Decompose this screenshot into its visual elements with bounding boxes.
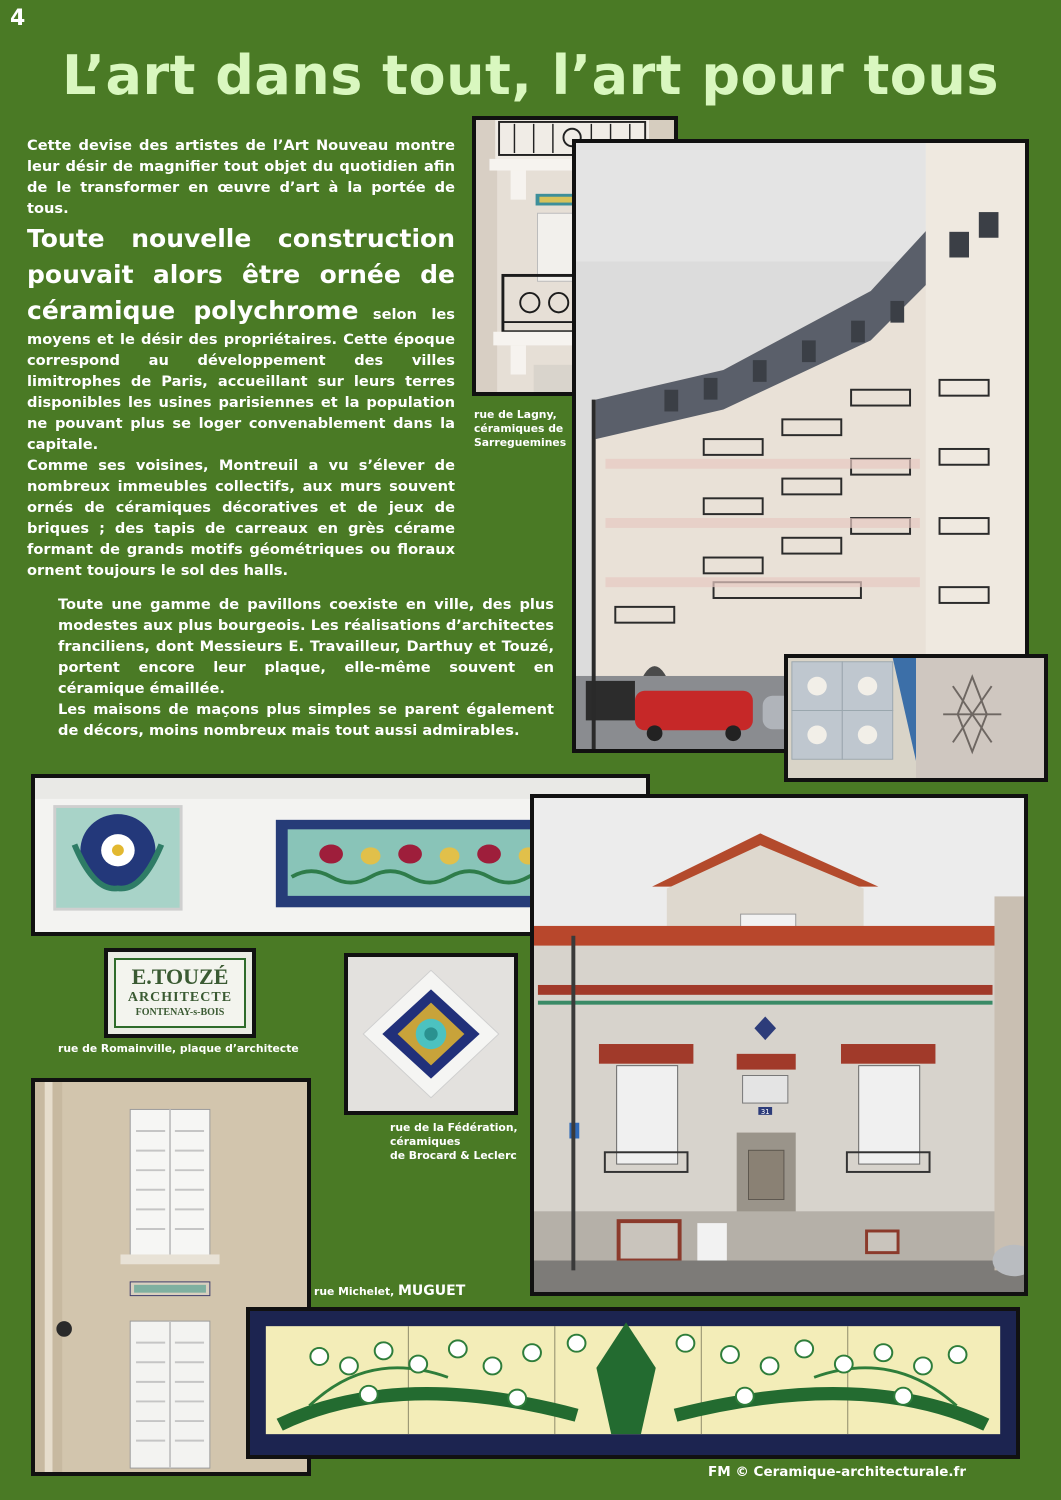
intro-paragraph-1: Cette devise des artistes de l’Art Nouveau montre leur désir de magnifier tout objet du quotidien afin de le transformer en œuvre d’art à la portée de tous.	[27, 137, 455, 217]
diamond-ceramic-photo	[344, 953, 518, 1115]
caption-lagny-line-2: céramiques de	[474, 422, 564, 435]
plaque-town: FONTENAY-s-BOIS	[135, 1007, 225, 1018]
caption-lagny	[474, 408, 566, 450]
house-number: 31	[760, 1107, 770, 1116]
plaque-profession: ARCHITECTE	[127, 990, 233, 1005]
body-paragraph-1: Toute une gamme de pavillons coexiste en ville, des plus modestes aux plus bourgeois. Les réalisations d’architectes franciliens, dont Messieurs E. Travailleur, Darthuy et Touzé, portent encore leur plaque, elle-même souvent en céramique émaillée.	[58, 596, 554, 697]
plaque-name: E.TOUZÉ	[131, 964, 229, 989]
body-text	[58, 594, 554, 741]
intro-paragraph-3: Comme ses voisines, Montreuil a vu s’élever de nombreux immeubles collectifs, aux murs souvent ornés de céramiques décoratives et de jeux de briques ; des tapis de carreaux en grès cérame formant de grands motifs géométriques ou floraux ornent toujours le sol des halls.	[27, 457, 455, 579]
intro-text	[27, 135, 455, 581]
intro-paragraph-2	[27, 221, 455, 455]
body-paragraph-2: Les maisons de maçons plus simples se parent également de décors, moins nombreux mais tout aussi admirables.	[58, 701, 554, 739]
page-title: L’art dans tout, l’art pour tous	[62, 44, 999, 107]
page-number: 4	[10, 6, 26, 31]
caption-michelet	[314, 1284, 465, 1299]
caption-federation-line-3: de Brocard & Leclerc	[390, 1149, 517, 1162]
intro-paragraph-2-rest: selon les moyens et le désir des propriétaires. Cette époque correspond au développement des villes limitrophes de Paris, accueillant sur leurs terres disponibles les usines parisiennes et la population ne pouvant plus se loger convenablement dans la capitale.	[27, 306, 455, 453]
caption-michelet-prefix: rue Michelet,	[314, 1285, 398, 1298]
caption-romainville: rue de Romainville, plaque d’architecte	[58, 1042, 299, 1055]
caption-michelet-name: MUGUET	[398, 1283, 466, 1299]
caption-federation-line-1: rue de la Fédération,	[390, 1121, 518, 1134]
house-photo	[530, 794, 1028, 1296]
architect-plaque	[104, 948, 256, 1038]
caption-federation-line-2: céramiques	[390, 1135, 461, 1148]
intro-highlight: Toute nouvelle construction pouvait alors être ornée de céramique polychrome	[27, 224, 455, 325]
floor-tiles-photo	[784, 654, 1048, 782]
caption-lagny-line-1: rue de Lagny,	[474, 408, 557, 421]
muguet-panel-photo	[246, 1307, 1020, 1459]
caption-lagny-line-3: Sarreguemines	[474, 436, 567, 449]
caption-federation	[390, 1121, 518, 1163]
footer-credit: FM © Ceramique-architecturale.fr	[708, 1464, 967, 1480]
